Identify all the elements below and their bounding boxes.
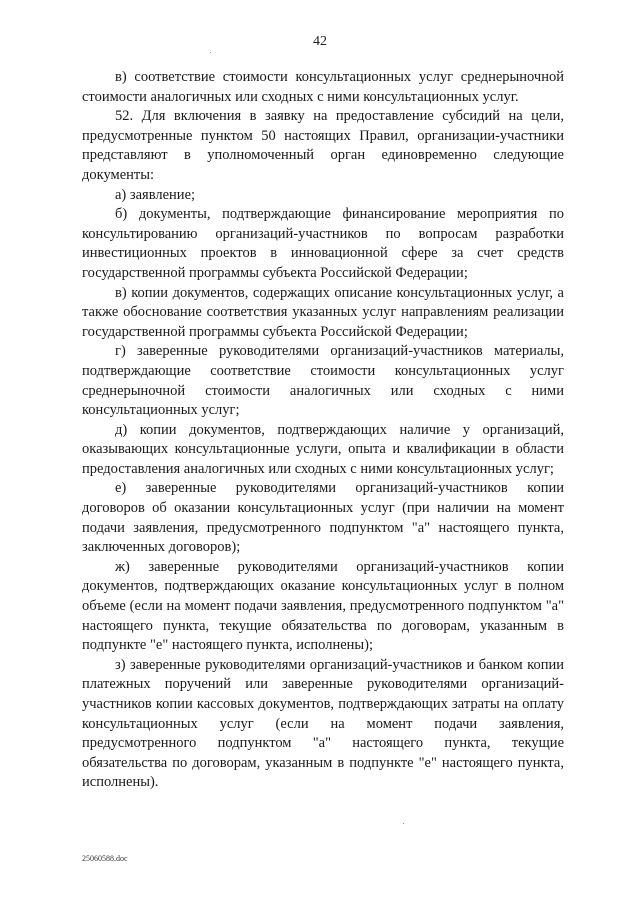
list-item-b: б) документы, подтверждающие финансирование мероприятия по консультированию организаций-участников по вопросам разработки инвестиционных проектов в инновационной сфере за счет средств государственной программы субъекта Российской Федерации; [82,206,564,281]
scan-speck [403,823,404,824]
scan-speck [210,52,211,53]
document-body [82,68,564,793]
list-item-z: з) заверенные руководителями организаций-участников и банком копии платежных поручений или заверенные руководителями организаций-участников копии кассовых документов, подтверждающих затраты на оплату консультационных услуг (если на момент подачи заявления, предусмотренного подпунктом "а" настоящего пункта, текущие обязательства по договорам, указанным в подпункте "е" настоящего пункта, исполнены). [82,656,564,791]
list-item-g: г) заверенные руководителями организаций-участников материалы, подтверждающие соответствие стоимости консультационных услуг среднерыночной стоимости аналогичных или сходных с ними консультационных услуг; [82,343,564,419]
paragraph-v-price-compliance: в) соответствие стоимости консультационных услуг среднерыночной стоимости аналогичных или сходных с ними консультационных услуг. [82,69,564,105]
list-item-zh: ж) заверенные руководителями организаций-участников копии документов, подтверждающих оказание консультационных услуг в полном объеме (если на момент подачи заявления, предусмотренного подпунктом "а" настоящего пункта, текущие обязательства по договорам, указанным в подпункте "е" настоящего пункта, исполнены); [82,558,564,654]
list-item-v: в) копии документов, содержащих описание консультационных услуг, а также обоснование соответствия указанных услуг направлениям реализации государственной программы субъекта Российской Федерации; [82,284,564,340]
document-file-reference: 25060588.doc [82,854,128,863]
list-item-e: е) заверенные руководителями организаций-участников копии договоров об оказании консультационных услуг (при наличии на момент подачи заявления, предусмотренного подпунктом "а" настоящего пункта, заключенных договоров); [82,480,564,556]
page-number: 42 [313,34,327,49]
list-item-d: д) копии документов, подтверждающих наличие у организаций, оказывающих консультационные услуги, опыта и квалификации в области предоставления аналогичных или сходных с ними консультационных услуг; [82,421,564,477]
paragraph-52-intro: 52. Для включения в заявку на предоставление субсидий на цели, предусмотренные пунктом 50 настоящих Правил, организации-участники представляют в уполномоченный орган единовременно следующие документы: [82,108,564,183]
list-item-a: а) заявление; [115,186,196,203]
